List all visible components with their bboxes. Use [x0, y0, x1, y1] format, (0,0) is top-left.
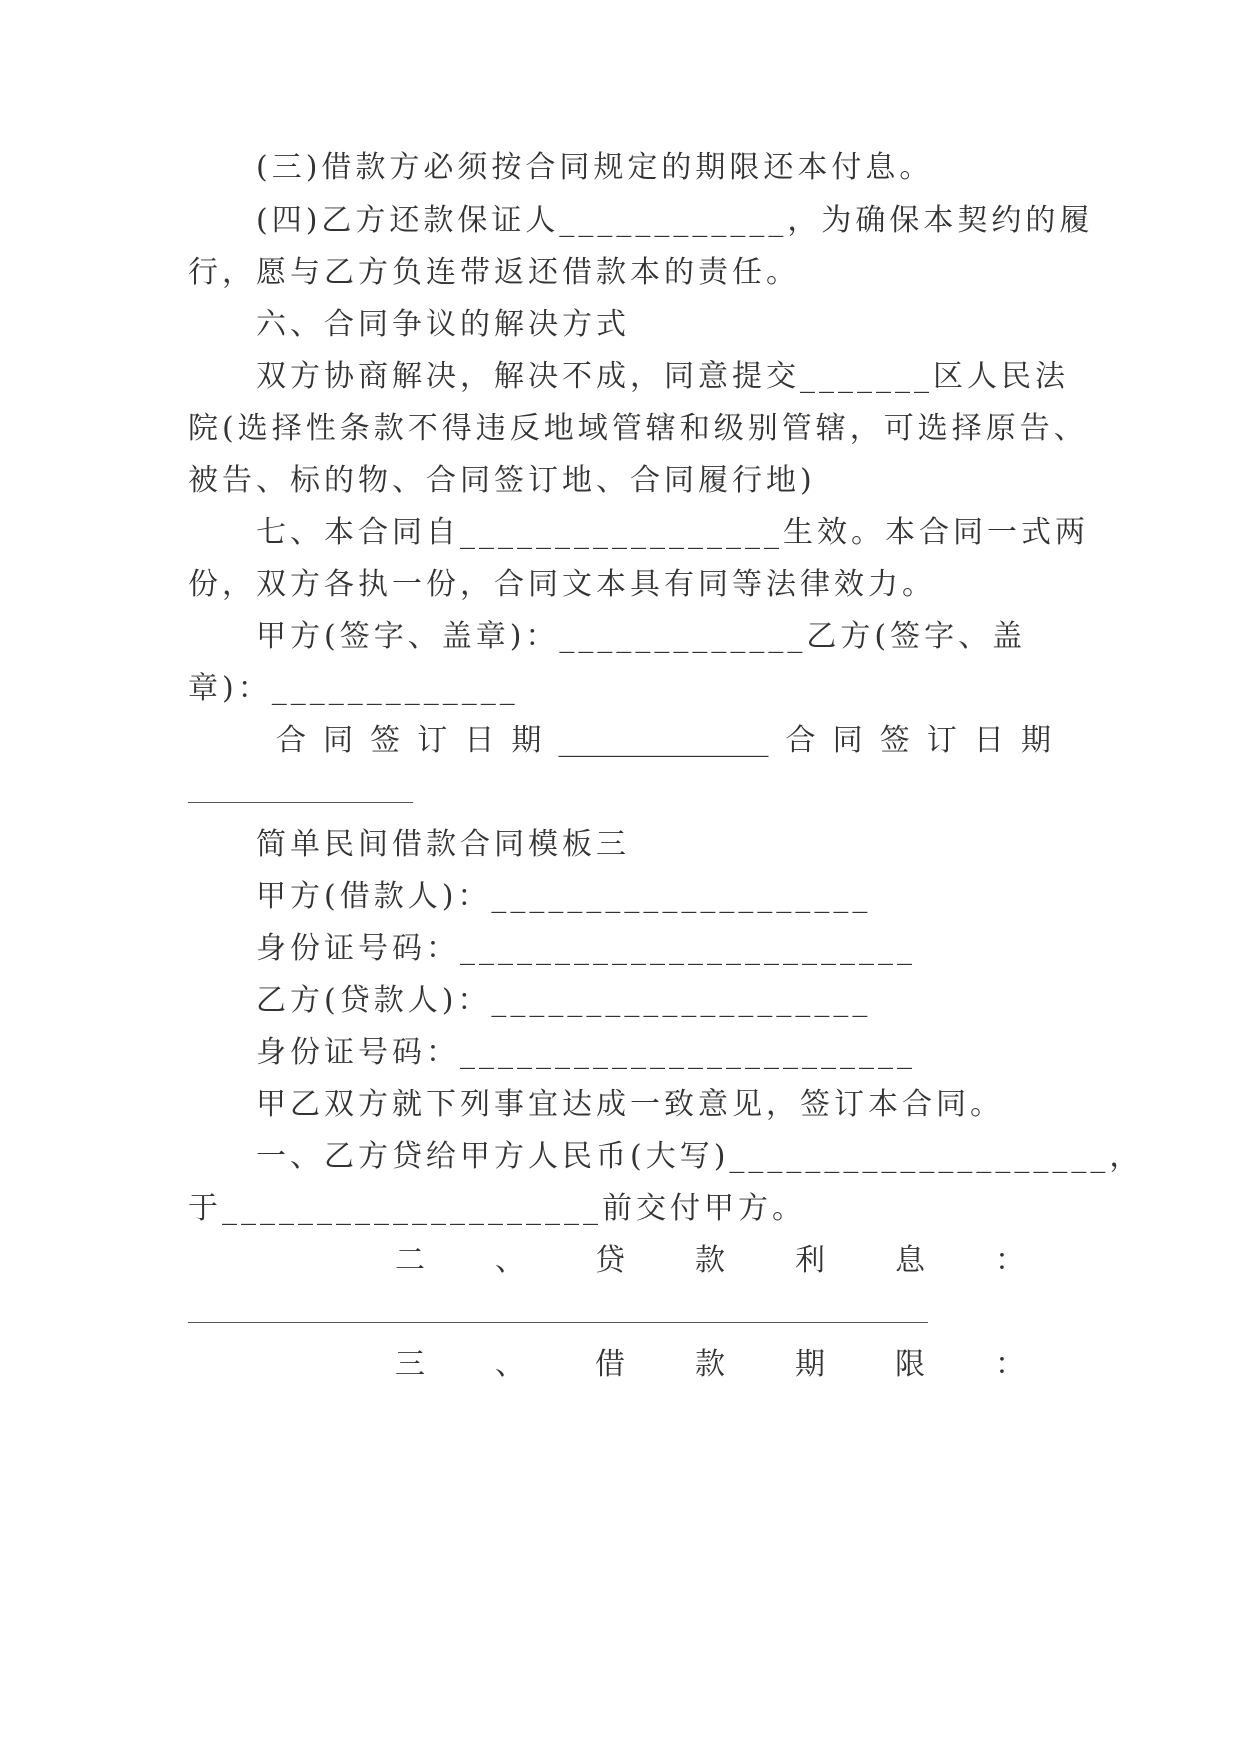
interest-char: ：: [995, 1243, 1025, 1278]
signing-date-char: 日: [973, 723, 1004, 758]
interest-char: 二: [395, 1243, 425, 1278]
section-six-heading: 六、合同争议的解决方式: [256, 307, 630, 342]
party-a-borrower: 甲方(借款人)：____________________: [256, 879, 872, 914]
term-char: 三: [395, 1347, 425, 1382]
signing-date-char: 期: [511, 723, 542, 758]
party-b-lender: 乙方(贷款人)：____________________: [256, 983, 872, 1018]
term-char: 款: [695, 1347, 725, 1382]
interest-char: 贷: [595, 1243, 625, 1278]
dispute-resolution-text-end: 被告、标的物、合同签订地、合同履行地): [188, 463, 816, 498]
signing-date-blank-line: [188, 802, 413, 803]
party-b-id-number: 身份证号码：________________________: [256, 1035, 916, 1070]
signing-date-char: 同: [832, 723, 863, 758]
signing-date-char: 同: [323, 723, 354, 758]
signing-date-char: 订: [417, 723, 448, 758]
template-three-title: 简单民间借款合同模板三: [256, 827, 630, 862]
section-seven-effective: 七、本合同自_________________生效。本合同一式两: [256, 515, 1089, 550]
signing-date-char: 签: [879, 723, 910, 758]
signing-date-char: 期: [1020, 723, 1051, 758]
signing-date-blank: ______________: [558, 723, 769, 758]
clause-three-term-heading: [395, 1345, 1025, 1385]
signature-line-cont: 章)：_____________: [188, 671, 519, 706]
signing-date-char: 日: [464, 723, 495, 758]
dispute-resolution-text: 双方协商解决，解决不成，同意提交_______区人民法: [256, 359, 1069, 394]
interest-char: 利: [795, 1243, 825, 1278]
clause-three-repayment: (三)借款方必须按合同规定的期限还本付息。: [256, 150, 934, 185]
interest-char: 、: [495, 1243, 525, 1278]
term-char: 期: [795, 1347, 825, 1382]
clause-four-guarantor: (四)乙方还款保证人____________，为确保本契约的履: [256, 203, 1094, 238]
interest-char: 款: [695, 1243, 725, 1278]
term-char: ：: [995, 1347, 1025, 1382]
signature-line: 甲方(签字、盖章)：_____________乙方(签字、盖: [256, 619, 1027, 654]
term-char: 借: [595, 1347, 625, 1382]
section-seven-effective-cont: 份，双方各执一份，合同文本具有同等法律效力。: [188, 567, 936, 602]
clause-one-loan-amount-cont: 于____________________前交付甲方。: [188, 1191, 806, 1226]
term-char: 、: [495, 1347, 525, 1382]
interest-char: 息: [895, 1243, 925, 1278]
signing-date-char: 合: [785, 723, 816, 758]
clause-four-guarantor-cont: 行，愿与乙方负连带返还借款本的责任。: [188, 255, 800, 290]
dispute-resolution-text-cont: 院(选择性条款不得违反地域管辖和级别管辖，可选择原告、: [188, 411, 1088, 446]
signing-date-char: 签: [370, 723, 401, 758]
interest-blank-line: [188, 1322, 928, 1323]
clause-one-loan-amount: 一、乙方贷给甲方人民币(大写)____________________，: [256, 1139, 1144, 1174]
clause-two-interest-heading: [395, 1241, 1025, 1281]
agreement-intro: 甲乙双方就下列事宜达成一致意见，签订本合同。: [256, 1087, 1004, 1122]
signing-date-line: [276, 721, 1051, 761]
term-char: 限: [895, 1347, 925, 1382]
signing-date-char: 合: [276, 723, 306, 758]
signing-date-char: 订: [926, 723, 957, 758]
party-a-id-number: 身份证号码：________________________: [256, 931, 916, 966]
